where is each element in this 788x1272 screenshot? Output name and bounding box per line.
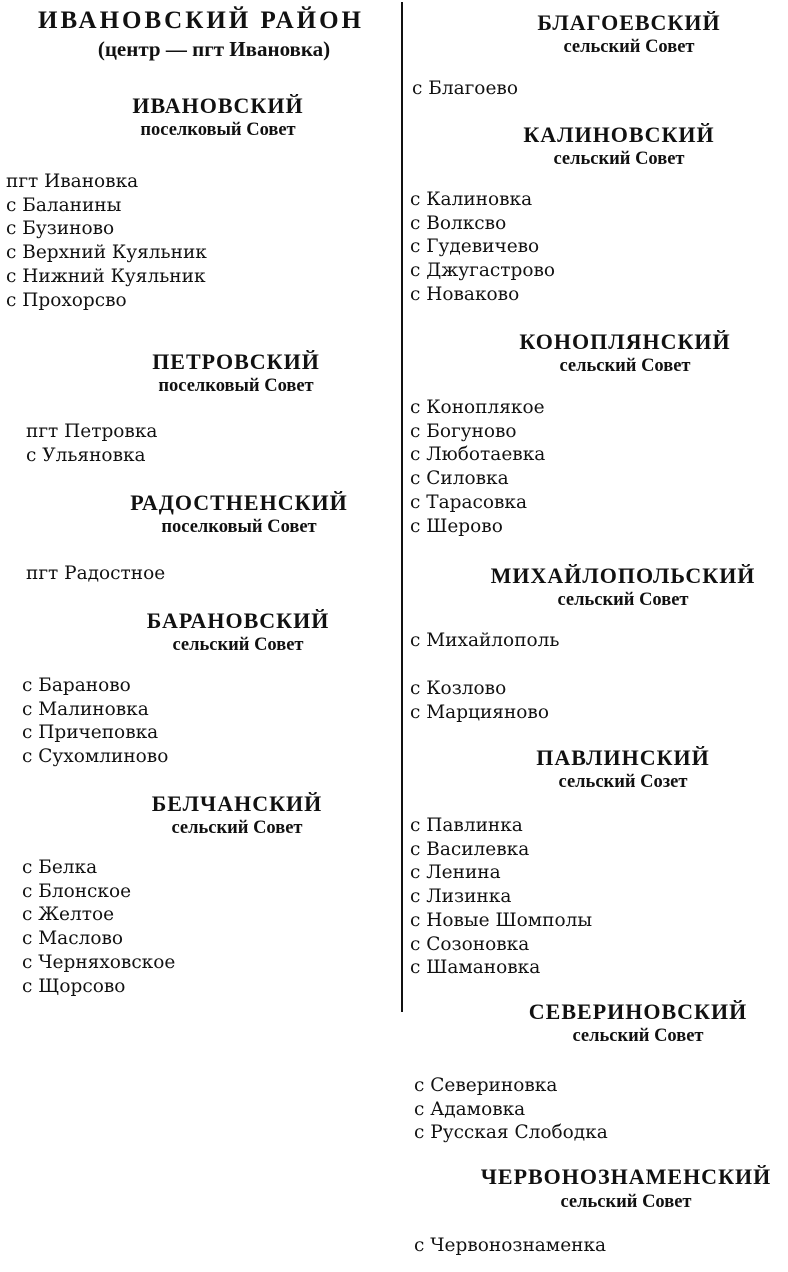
settlement-item: с Джугастрово (410, 260, 556, 282)
settlement-item: с Благоево (412, 78, 518, 99)
settlement-item: с Силовка (410, 468, 509, 490)
council-kind: сельский Совет (560, 1192, 692, 1212)
settlement-list (414, 1074, 608, 1145)
council-name: КАЛИНОВСКИЙ (523, 122, 715, 147)
settlement-item: с Созоновка (410, 933, 530, 955)
settlement-list (22, 674, 168, 769)
council-kind: сельский Совет (563, 37, 695, 57)
settlement-item: с Волксво (410, 212, 507, 234)
council-name: ПЕТРОВСКИЙ (152, 349, 320, 374)
settlement-list (410, 188, 555, 307)
settlement-list (6, 170, 207, 312)
council-name: ЧЕРВОНОЗНАМЕНСКИЙ (480, 1164, 772, 1189)
district-title: ИВАНОВСКИЙ РАЙОН (38, 7, 364, 34)
council-name: БАРАНОВСКИЙ (146, 608, 330, 633)
settlement-item: с Белка (22, 857, 98, 878)
settlement-list (410, 629, 560, 653)
settlement-item: с Шамановка (410, 957, 541, 979)
settlement-item: с Шерово (410, 515, 503, 537)
settlement-item: с Тарасовка (410, 491, 527, 513)
council-kind: сельский Совет (171, 818, 303, 838)
settlement-item: с Маслово (22, 928, 124, 950)
council-name: БЛАГОЕВСКИЙ (537, 10, 721, 35)
settlement-item: с Василевка (410, 838, 530, 860)
settlement-item: пгт Петровка (26, 421, 158, 442)
settlement-list (26, 420, 157, 467)
council-kind: сельский Совет (172, 635, 304, 655)
settlement-item: с Червонознаменка (414, 1235, 607, 1256)
settlement-item: с Ульяновка (26, 444, 146, 466)
settlement-item: с Прохорсво (6, 289, 127, 311)
settlement-item: с Русская Слободка (414, 1122, 608, 1144)
council-name: БЕЛЧАНСКИЙ (151, 791, 323, 816)
settlement-item: с Михайлополь (410, 630, 560, 651)
settlement-item: с Желтое (22, 904, 115, 926)
council-kind: сельский Созет (558, 772, 688, 792)
settlement-item: с Черняховское (22, 951, 176, 973)
council-name: ИВАНОВСКИЙ (132, 93, 304, 118)
settlement-item: с Щорсово (22, 975, 126, 997)
settlement-item: с Люботаевка (410, 444, 546, 466)
settlement-item: пгт Ивановка (6, 171, 139, 192)
council-kind: сельский Совет (572, 1026, 704, 1046)
council-name: РАДОСТНЕНСКИЙ (130, 490, 348, 515)
settlement-list (410, 396, 545, 538)
settlement-item: с Адамовка (414, 1098, 526, 1120)
settlement-item: с Калиновка (410, 189, 533, 210)
settlement-item: с Павлинка (410, 815, 523, 836)
settlement-item: с Марцияново (410, 701, 549, 723)
settlement-item: с Верхний Куяльник (6, 242, 207, 264)
settlement-list (410, 814, 592, 980)
settlement-item: с Баланины (6, 194, 122, 216)
settlement-item: с Ленина (410, 862, 501, 884)
settlement-item: с Причеповка (22, 722, 159, 744)
settlement-list (412, 77, 518, 101)
council-name: КОНОПЛЯНСКИЙ (519, 329, 731, 354)
settlement-list (22, 856, 175, 998)
council-kind: поселковый Совет (161, 517, 317, 537)
settlement-item: с Гудевичево (410, 236, 540, 258)
settlement-item: с Новаково (410, 283, 520, 305)
council-kind: поселковый Совет (158, 376, 314, 396)
district-subtitle: (центр — пгт Ивановка) (97, 37, 331, 61)
settlement-item: с Малиновка (22, 698, 149, 720)
settlement-item: с Новые Шомполы (410, 909, 593, 931)
settlement-item: с Бузиново (6, 218, 115, 240)
settlement-item: с Севериновка (414, 1075, 558, 1096)
council-kind: поселковый Совет (140, 120, 296, 140)
council-name: СЕВЕРИНОВСКИЙ (528, 999, 748, 1024)
council-kind: сельский Совет (553, 149, 685, 169)
settlement-item: с Богуново (410, 420, 517, 442)
settlement-item: с Лизинка (410, 886, 512, 908)
council-kind: сельский Совет (559, 356, 691, 376)
settlement-item: пгт Радостное (26, 563, 166, 584)
settlement-item: с Сухомлиново (22, 746, 169, 768)
settlement-list (410, 677, 549, 724)
settlement-item: с Бараново (22, 675, 131, 696)
settlement-list (414, 1234, 606, 1258)
settlement-item: с Коноплякое (410, 397, 545, 418)
settlement-list (26, 562, 165, 586)
council-name: ПАВЛИНСКИЙ (536, 745, 710, 770)
settlement-item: с Нижний Куяльник (6, 265, 206, 287)
settlement-item: с Блонское (22, 880, 132, 902)
council-kind: сельский Совет (557, 590, 689, 610)
council-name: МИХАЙЛОПОЛЬСКИЙ (490, 563, 756, 588)
settlement-item: с Козлово (410, 678, 507, 699)
